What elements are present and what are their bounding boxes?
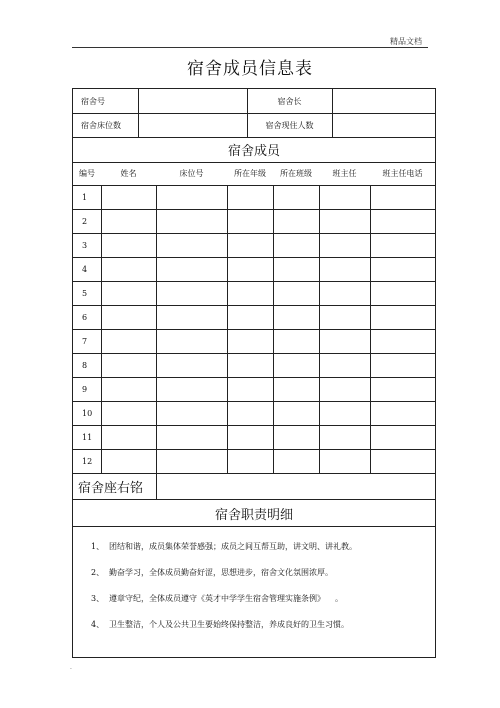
dorm-head-label: 宿舍长 [277,96,302,106]
divider [319,185,320,473]
divider [156,185,157,473]
page-title: 宿舍成员信息表 [187,59,313,79]
bed-count-field[interactable] [138,113,247,137]
duty-text: 团结和谐，成员集体荣誉感强；成员之间互帮互助，讲文明、讲礼教。 [109,542,357,551]
divider [73,209,435,210]
divider [273,185,274,473]
row-number: 5 [82,288,88,298]
residents-field[interactable] [332,113,436,137]
duty-item [91,541,357,552]
bed-count-label: 宿舍床位数 [81,120,121,130]
duty-number: 1、 [91,542,105,551]
divider [73,329,435,330]
header-note: 精品文档 [390,37,422,46]
divider [73,377,435,378]
duty-item [91,619,349,630]
dorm-number-label: 宿舍号 [81,96,105,106]
row-number: 11 [82,432,93,442]
dorm-head-field[interactable] [332,89,436,113]
footer-dot: . [70,664,72,671]
row-number: 9 [82,384,88,394]
trailing-dot: 。 [335,594,343,603]
duty-number: 2、 [91,568,105,577]
column-header: 班主任电话 [382,169,423,178]
divider [370,185,371,473]
duty-item [91,593,343,604]
row-number: 7 [82,336,88,346]
info-form [72,88,436,658]
residents-label: 宿舍现住人数 [265,120,314,130]
column-header: 所在年级 [234,169,266,178]
divider [73,233,435,234]
row-number: 1 [82,192,88,202]
duty-number: 4、 [91,620,105,629]
members-section-title: 宿舍成员 [227,144,280,159]
column-header: 姓名 [120,169,137,178]
motto-field[interactable] [156,473,435,499]
duty-text: 卫生整洁，个人及公共卫生要始终保持整洁，养成良好的卫生习惯。 [109,620,349,629]
duty-number: 3、 [91,594,105,603]
divider [73,526,435,527]
divider [73,305,435,306]
divider [73,281,435,282]
row-number: 3 [82,240,88,250]
divider [73,425,435,426]
duty-item [91,567,333,578]
dorm-number-field[interactable] [138,89,247,113]
divider [73,185,435,186]
column-header: 床位号 [179,169,204,178]
row-number: 2 [82,216,88,226]
divider [227,185,228,473]
row-number: 12 [82,456,93,466]
row-number: 4 [82,264,88,274]
divider [73,401,435,402]
divider [73,449,435,450]
motto-label: 宿舍座右铭 [78,480,144,496]
row-number: 6 [82,312,88,322]
duties-section-title: 宿舍职责明细 [214,507,293,523]
row-number: 10 [82,408,93,418]
divider [73,257,435,258]
duty-text: 勤奋学习，全体成员勤奋好涩，思想进步，宿舍文化氛围浓厚。 [109,568,333,577]
divider [73,353,435,354]
divider [101,185,102,473]
header-divider [72,47,428,48]
column-header: 班主任 [332,169,357,178]
duty-text: 遵章守纪，全体成员遵守《英才中学学生宿舍管理实施条例》 [109,594,321,603]
column-header: 编号 [79,169,95,178]
column-header: 所在班级 [280,169,312,178]
row-number: 8 [82,360,88,370]
